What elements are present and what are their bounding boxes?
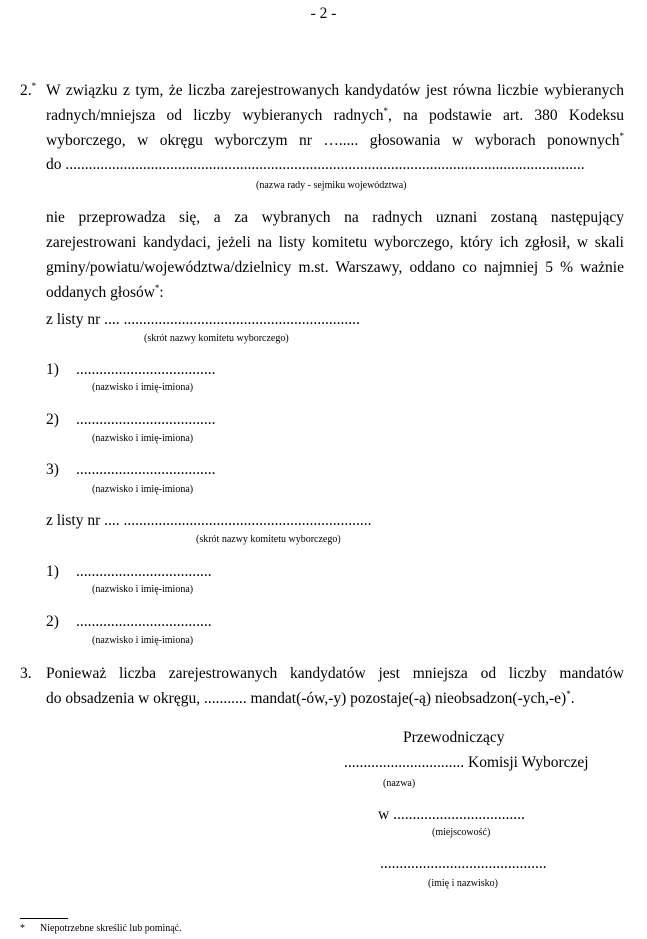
list-2-item-2-caption: (nazwisko i imię-imiona) — [92, 635, 194, 646]
section-2-line-1: W związku z tym, że liczba zarejestrowanych kandydatów jest równa liczbie wybieranych — [46, 82, 624, 99]
section-2-line-2b: , na podstawie art. 380 Kodeksu — [388, 107, 624, 124]
list-2-caption: (skrót nazwy komitetu wyborczego) — [196, 534, 341, 545]
commission-name-field[interactable]: ............................... Komisji Wyborczej — [344, 754, 589, 771]
footnote-marker: * — [31, 81, 37, 91]
list-1-caption: (skrót nazwy komitetu wyborczego) — [144, 333, 289, 344]
section-2-para-line-4 — [46, 285, 164, 301]
section-2-line-2 — [46, 108, 624, 124]
place-caption: (miejscowość) — [432, 827, 491, 838]
footnote-marker: * — [154, 283, 160, 293]
section-2-line-2a: radnych/mniejsza od liczby wybieranych radnych — [46, 107, 384, 124]
person-name-caption: (imię i nazwisko) — [428, 878, 498, 889]
section-3-line-2-text: do obsadzenia w okręgu, ........... mandat(-ów,-y) pozostaje(-ą) nieobsadzon(-ych,-e) — [46, 690, 567, 707]
section-2-number — [20, 83, 36, 99]
list-2-item-2-field[interactable]: ................................... — [76, 613, 212, 630]
section-2-line-3 — [46, 133, 624, 149]
section-2-para-line-3: gminy/powiatu/województwa/dzielnicy m.st. Warszawy, oddano co najmniej 5 % ważnie — [46, 259, 624, 276]
list-1-item-1-caption: (nazwisko i imię-imiona) — [92, 382, 194, 393]
council-name-field[interactable]: do ...................................................................................................................................... — [46, 157, 585, 173]
list-2-item-1-num: 1) — [46, 563, 59, 580]
list-1-item-3-field[interactable]: .................................... — [76, 461, 216, 478]
list-1-item-2-num: 2) — [46, 411, 59, 428]
place-field[interactable]: w .................................. — [378, 806, 525, 823]
list-2-item-1-caption: (nazwisko i imię-imiona) — [92, 584, 194, 595]
list-1-item-2-field[interactable]: .................................... — [76, 411, 216, 428]
list-1-label[interactable]: z listy nr .... ............................................................. — [46, 311, 360, 328]
section-2-para-line-2: zarejestrowani kandydaci, jeżeli na listy komitetu wyborczego, który ich zgłosił, w skali — [46, 234, 624, 251]
footnote-marker: * — [566, 689, 571, 699]
chair-title: Przewodniczący — [403, 729, 505, 746]
section-2-num: 2. — [20, 82, 32, 99]
footnote-divider — [20, 918, 68, 919]
list-1-item-3-caption: (nazwisko i imię-imiona) — [92, 484, 194, 495]
list-2-item-2-num: 2) — [46, 613, 59, 630]
section-3-line-1: Ponieważ liczba zarejestrowanych kandydatów jest mniejsza od liczby mandatów — [46, 665, 624, 682]
footnote-mark: * — [20, 923, 25, 934]
list-1-item-1-field[interactable]: .................................... — [76, 361, 216, 378]
section-2-line-3-text: wyborczego, w okręgu wyborczym nr …..... głosowania w wyborach ponownych — [46, 132, 620, 149]
list-1-item-1-num: 1) — [46, 361, 59, 378]
section-3-number: 3. — [20, 665, 32, 682]
section-2-para-line-4-text: oddanych głosów — [46, 284, 155, 301]
footnote-marker: * — [619, 131, 624, 141]
list-1-item-3-num: 3) — [46, 461, 59, 478]
footnote-text: Niepotrzebne skreślić lub pominąć. — [40, 923, 182, 934]
list-2-label[interactable]: z listy nr .... ................................................................ — [46, 512, 372, 529]
section-2-para-line-1: nie przeprowadza się, a za wybranych na radnych uznani zostaną następujący — [46, 209, 624, 226]
list-2-item-1-field[interactable]: ................................... — [76, 563, 212, 580]
footnote-marker: * — [383, 106, 389, 116]
section-3-line-2 — [46, 691, 575, 707]
section-3-line-2-end: . — [570, 690, 575, 707]
person-name-field[interactable]: ........................................... — [380, 855, 547, 872]
commission-name-caption: (nazwa) — [383, 778, 416, 789]
council-name-caption: (nazwa rady - sejmiku województwa) — [256, 180, 407, 191]
page-number: - 2 - — [310, 5, 337, 22]
section-2-para-line-4-end: : — [159, 284, 164, 301]
list-1-item-2-caption: (nazwisko i imię-imiona) — [92, 433, 194, 444]
